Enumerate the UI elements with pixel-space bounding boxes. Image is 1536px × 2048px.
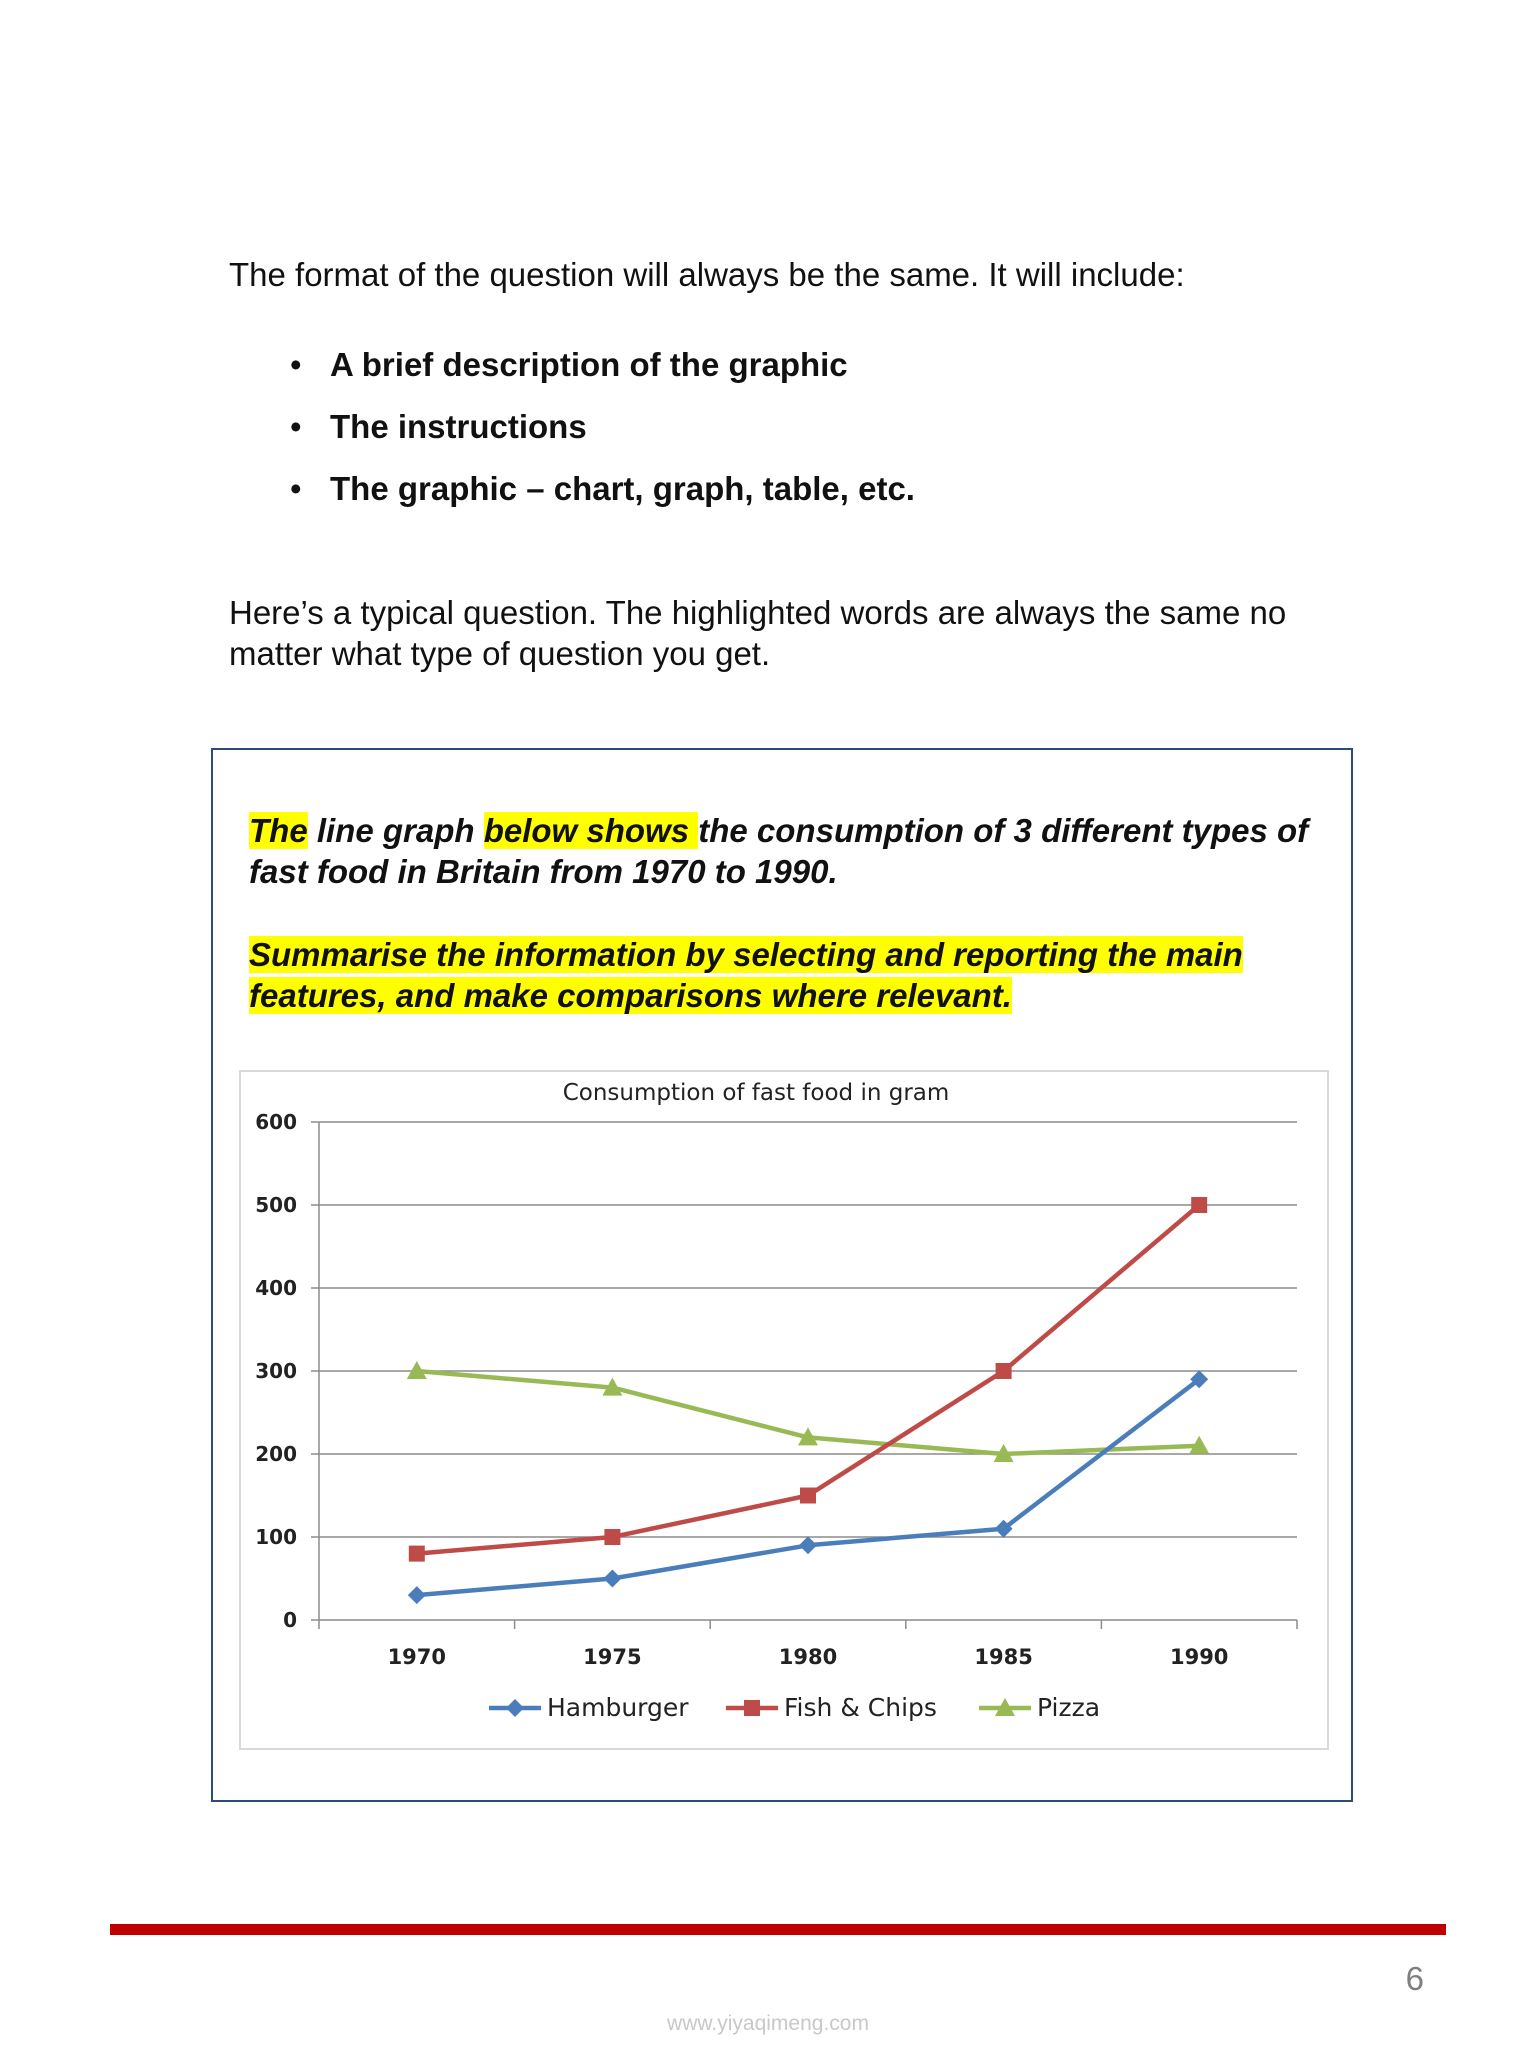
chart-svg <box>241 1072 1327 1748</box>
footer-divider <box>110 1924 1446 1935</box>
highlight: below shows <box>483 812 699 849</box>
bullet-text: The instructions <box>330 408 587 445</box>
legend-marker <box>744 1700 760 1716</box>
y-tick-label: 100 <box>255 1525 297 1549</box>
data-point <box>409 1546 425 1562</box>
highlight: The <box>249 812 308 849</box>
page-number: 6 <box>1405 1960 1424 1997</box>
intro-text: The format of the question will always be the same. It will include: <box>229 256 1185 293</box>
bullet-dot: • <box>290 470 302 507</box>
bullet-item <box>290 344 915 406</box>
highlight: Summarise the information by selecting and reporting the main features, and make comparisons where relevant. <box>249 936 1243 1014</box>
legend-marker <box>506 1699 524 1717</box>
data-point <box>1191 1197 1207 1213</box>
bullet-text: The graphic – chart, graph, table, etc. <box>330 470 915 507</box>
bullet-dot: • <box>290 346 302 383</box>
bullet-item <box>290 468 915 530</box>
y-tick-label: 200 <box>255 1442 297 1466</box>
legend-label: Fish & Chips <box>784 1693 937 1722</box>
y-tick-label: 400 <box>255 1276 297 1300</box>
legend-label: Hamburger <box>547 1693 689 1722</box>
bullet-item <box>290 406 915 468</box>
y-tick-label: 600 <box>255 1110 297 1134</box>
data-point <box>603 1570 621 1588</box>
data-point <box>408 1586 426 1604</box>
data-point <box>800 1488 816 1504</box>
series-line-hamburger <box>417 1379 1199 1595</box>
watermark: www.yiyaqimeng.com <box>667 2012 869 2035</box>
y-tick-label: 300 <box>255 1359 297 1383</box>
typical-question-text: Here’s a typical question. The highlighted words are always the same no matter what type of question you get. <box>229 594 1287 672</box>
question-instructions <box>249 934 1319 1016</box>
data-point <box>604 1529 620 1545</box>
question-text: the consumption of 3 different types of fast food in Britain from 1970 to 1990. <box>249 812 1309 890</box>
legend-label: Pizza <box>1037 1693 1101 1722</box>
data-point <box>799 1536 817 1554</box>
chart-title: Consumption of fast food in gram <box>562 1080 950 1106</box>
x-tick-label: 1980 <box>778 1645 838 1669</box>
bullet-dot: • <box>290 408 302 445</box>
y-tick-label: 0 <box>283 1608 297 1632</box>
question-box <box>211 748 1353 1802</box>
x-tick-label: 1975 <box>583 1645 642 1669</box>
question-text: line graph <box>307 812 484 849</box>
bullet-list <box>290 344 915 530</box>
x-tick-label: 1990 <box>1169 1645 1229 1669</box>
y-tick-label: 500 <box>255 1193 297 1217</box>
question-description <box>249 810 1319 892</box>
data-point <box>996 1363 1012 1379</box>
x-tick-label: 1970 <box>387 1645 447 1669</box>
line-chart <box>239 1070 1329 1750</box>
bullet-text: A brief description of the graphic <box>330 346 848 383</box>
x-tick-label: 1985 <box>974 1645 1033 1669</box>
